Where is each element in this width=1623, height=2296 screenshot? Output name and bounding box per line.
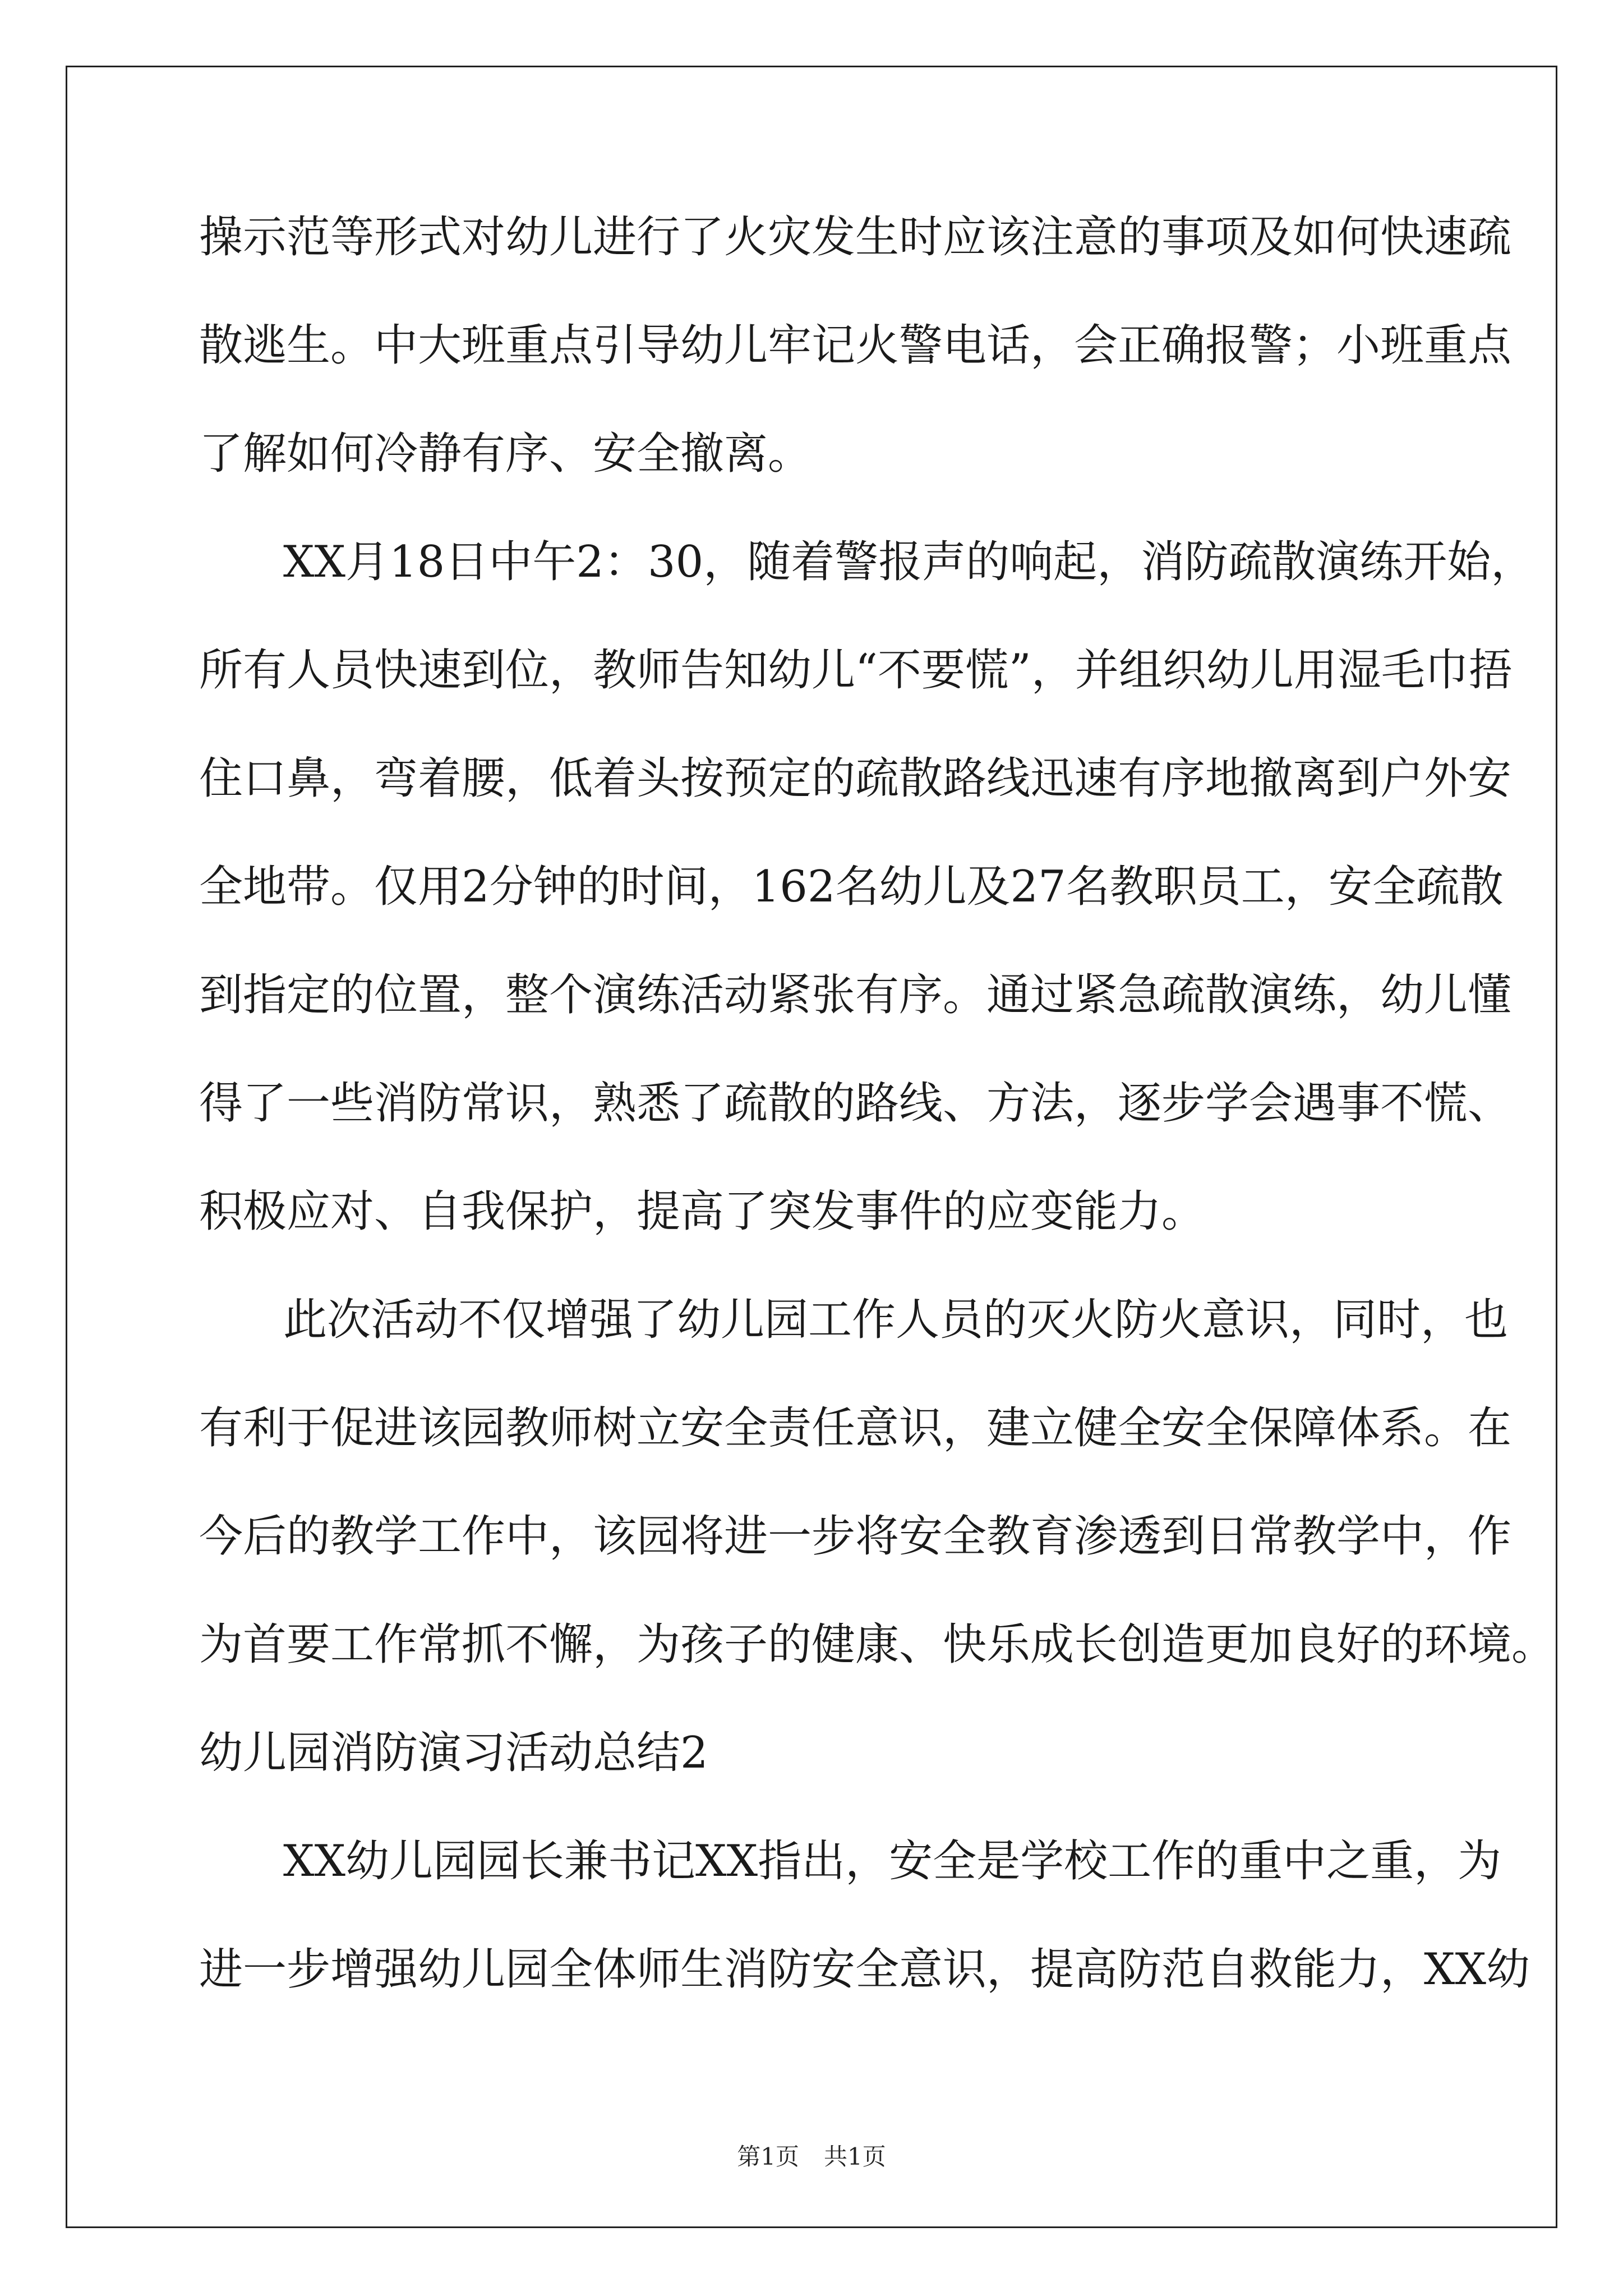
text-line: 有利于促进该园教师树立安全责任意识，建立健全安全保障体系。在	[199, 1403, 1512, 1453]
text-line: 所有人员快速到位，教师告知幼儿“不要慌”，并组织幼儿用湿毛巾捂	[199, 645, 1513, 696]
text-line: 到指定的位置，整个演练活动紧张有序。通过紧急疏散演练，幼儿懂	[199, 970, 1512, 1020]
page-footer	[0, 2140, 1623, 2174]
paragraph-start-line: 此次活动不仅增强了幼儿园工作人员的灭火防火意识，同时，也	[283, 1295, 1509, 1345]
text-line: 散逃生。中大班重点引导幼儿牢记火警电话，会正确报警；小班重点	[199, 320, 1512, 371]
text-line: 得了一些消防常识，熟悉了疏散的路线、方法，逐步学会遇事不慌、	[199, 1078, 1512, 1129]
page-total: 共1页	[824, 2143, 886, 2170]
text-line: 住口鼻，弯着腰，低着头按预定的疏散路线迅速有序地撤离到户外安	[199, 753, 1512, 804]
text-line: 今后的教学工作中，该园将进一步将安全教育渗透到日常教学中，作	[199, 1511, 1512, 1562]
paragraph-start-line: XX幼儿园园长兼书记XX指出，安全是学校工作的重中之重，为	[283, 1836, 1502, 1887]
document-body	[199, 210, 1556, 2051]
text-line: 为首要工作常抓不懈，为孩子的健康、快乐成长创造更加良好的环境。	[199, 1619, 1556, 1670]
section-heading: 幼儿园消防演习活动总结2	[199, 1728, 708, 1778]
text-line: 全地带。仅用2分钟的时间，162名幼儿及27名教职员工，安全疏散	[199, 862, 1504, 912]
text-line: 进一步增强幼儿园全体师生消防安全意识，提高防范自救能力，XX幼	[199, 1944, 1530, 1995]
text-line: 积极应对、自我保护，提高了突发事件的应变能力。	[199, 1186, 1206, 1237]
paragraph-start-line: XX月18日中午2：30，随着警报声的响起，消防疏散演练开始，	[283, 537, 1535, 587]
text-line: 操示范等形式对幼儿进行了火灾发生时应该注意的事项及如何快速疏	[199, 212, 1512, 263]
text-line: 了解如何冷静有序、安全撤离。	[199, 429, 812, 479]
page-number: 第1页	[737, 2143, 799, 2170]
